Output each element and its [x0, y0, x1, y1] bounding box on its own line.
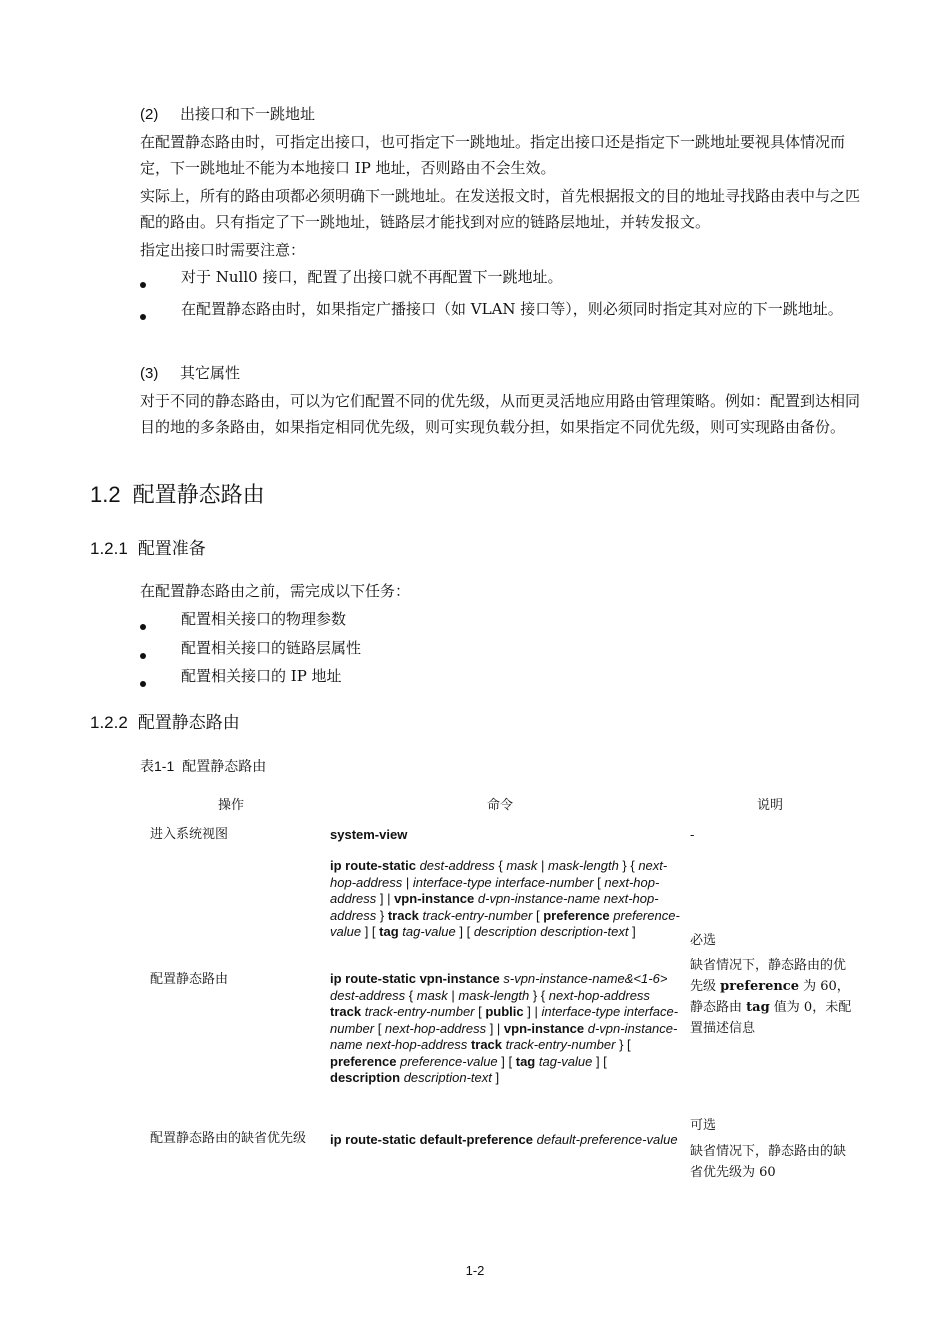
table-caption-number: 表1-1	[140, 758, 175, 774]
subsection-2-heading	[140, 103, 315, 126]
bullet-dot-icon	[140, 282, 146, 288]
parameter: track-entry-number	[422, 907, 533, 923]
parameter: next-hop-address	[548, 987, 650, 1003]
bullet-text: 配置相关接口的 IP 地址	[181, 667, 342, 685]
text-run: ] |	[486, 1020, 504, 1036]
paragraph: 实际上，所有的路由项都必须明确下一跳地址。在发送报文时，首先根据报文的目的地址寻找路由表中与之匹配的路由。只有指定了下一跳地址，链路层才能找到对应的链路层地址，并转发报文。	[140, 187, 861, 231]
table-cell-op: 进入系统视图	[150, 827, 229, 842]
parameter: interface-type interface-number	[412, 874, 594, 890]
paragraph: 在配置静态路由之前，需完成以下任务：	[140, 582, 411, 600]
keyword: ip route-static	[330, 858, 420, 873]
paragraph: 指定出接口时需要注意：	[140, 241, 306, 259]
subsection-3-heading	[140, 362, 240, 385]
text-run: [	[474, 1004, 486, 1019]
text-run: 缺省情况下，静态路由的优先级	[690, 958, 847, 994]
parameter: mask-length	[458, 987, 530, 1003]
bullet-text: 对于 Null0 接口，配置了出接口就不再配置下一跳地址。	[181, 268, 563, 286]
parameter: description-text	[403, 1070, 492, 1085]
keyword: ip route-static vpn-instance	[330, 971, 504, 986]
subsection-number: (2)	[140, 106, 159, 123]
bullet-text: 在配置静态路由时，如果指定广播接口（如 VLAN 接口等），则必须同时指定其对应的下一跳地址。	[181, 300, 843, 318]
text-run: {	[494, 858, 507, 873]
keyword: track	[330, 1004, 362, 1019]
bullet-dot-icon	[140, 653, 146, 659]
subsection-number: 1.2.2	[90, 713, 128, 732]
parameter: next-hop-address	[330, 874, 660, 906]
keyword: tag	[379, 924, 399, 939]
text-run: ]	[628, 924, 636, 939]
section-number: 1.2	[90, 482, 121, 507]
text-run: [	[593, 874, 605, 890]
parameter: mask	[506, 858, 538, 873]
section-heading	[90, 478, 265, 509]
keyword: tag	[515, 1053, 536, 1069]
text-run: [	[532, 907, 544, 923]
table-header-op: 操作	[218, 797, 245, 812]
keyword: tag	[746, 1000, 770, 1015]
keyword: system-view	[330, 827, 408, 842]
text-run: {	[405, 987, 417, 1003]
table-cell-cmd	[330, 971, 680, 1087]
parameter: mask	[416, 987, 448, 1003]
keyword: vpn-instance	[394, 891, 475, 906]
table-cell-desc-head: -	[690, 828, 695, 843]
table-caption	[140, 756, 266, 776]
subsection-heading	[90, 708, 240, 733]
text-run: ] [	[592, 1053, 607, 1069]
text-run: 为 60，静态路由	[690, 979, 850, 1015]
bullet-dot-icon	[140, 624, 146, 630]
page-number: 1-2	[465, 1263, 485, 1278]
parameter: interface-type interface-number	[330, 1004, 679, 1036]
paragraph: 在配置静态路由时，可指定出接口，也可指定下一跳地址。指定出接口还是指定下一跳地址要视具体情况而定，下一跳地址不能为本地接口 IP 地址，否则路由不会生效。	[140, 133, 846, 177]
table-cell-cmd	[330, 858, 680, 941]
keyword: ip route-static default-preference	[330, 1132, 533, 1147]
text-run: ] |	[523, 1004, 542, 1019]
subsection-number: (3)	[140, 365, 159, 382]
bullet-text: 配置相关接口的链路层属性	[181, 639, 362, 657]
text-run: } {	[529, 987, 549, 1003]
text-run: } [	[615, 1037, 631, 1052]
subsection-title: 配置准备	[137, 539, 206, 558]
table-cell-desc-head: 必选	[690, 933, 717, 948]
table-cell-desc-head: 可选	[690, 1118, 717, 1133]
keyword: vpn-instance	[503, 1020, 585, 1036]
table-cell-op: 配置静态路由的缺省优先级	[150, 1131, 307, 1146]
table-header-cmd: 命令	[487, 797, 514, 812]
keyword: preference	[543, 907, 610, 923]
parameter: mask-length	[547, 858, 619, 873]
parameter: track-entry-number	[364, 1004, 475, 1019]
keyword: preference	[720, 979, 799, 994]
parameter: d-vpn-instance-name next-hop-address	[330, 1020, 678, 1052]
keyword: preference	[330, 1053, 397, 1069]
keyword: public	[485, 1004, 524, 1019]
keyword: track	[470, 1037, 503, 1052]
parameter: default-preference-value	[536, 1132, 678, 1147]
subsection-number: 1.2.1	[90, 539, 128, 558]
table-cell-desc-body	[690, 955, 855, 1039]
parameter: next-hop-address	[330, 858, 668, 890]
parameter: preference-value	[400, 1053, 498, 1069]
table-cell-desc-body	[690, 1141, 855, 1183]
parameter: tag-value	[402, 924, 456, 939]
text-run: 缺省情况下，静态路由的缺省优先级为 60	[690, 1144, 847, 1180]
text-run: }	[376, 907, 388, 923]
parameter: next-hop-address	[384, 1020, 487, 1036]
text-run: ] [	[455, 924, 474, 939]
table-cell-op: 配置静态路由	[150, 972, 229, 987]
keyword: track	[387, 907, 419, 923]
subsection-title: 其它属性	[180, 364, 241, 382]
subsection-heading	[90, 534, 206, 559]
text-run: ] [	[361, 924, 380, 939]
text-run: |	[402, 874, 413, 890]
parameter: description description-text	[473, 924, 629, 939]
paragraph: 对于不同的静态路由，可以为它们配置不同的优先级，从而更灵活地应用路由管理策略。例如：配置到达相同目的地的多条路由，如果指定相同优先级，则可实现负载分担，如果指定不同优先级，则可实现路由备份。	[140, 392, 861, 436]
subsection-title: 配置静态路由	[137, 713, 240, 732]
text-run: ] [	[497, 1053, 516, 1069]
text-run: ] |	[376, 891, 395, 906]
text-run: } {	[618, 858, 639, 873]
bullet-dot-icon	[140, 681, 146, 687]
parameter: tag-value	[538, 1053, 593, 1069]
bullet-text: 配置相关接口的物理参数	[181, 610, 347, 628]
keyword: description	[330, 1070, 401, 1085]
parameter: dest-address	[419, 858, 495, 873]
bullet-dot-icon	[140, 314, 146, 320]
table-cell-cmd	[330, 827, 680, 844]
table-caption-title: 配置静态路由	[182, 758, 267, 774]
subsection-title: 出接口和下一跳地址	[180, 105, 316, 123]
text-run: |	[537, 858, 548, 873]
text-run: 值为 0，未配置描述信息	[690, 1000, 852, 1036]
table-header-desc: 说明	[757, 797, 784, 812]
text-run: ]	[491, 1070, 500, 1085]
text-run: [	[374, 1020, 385, 1036]
parameter: preference-value	[330, 907, 680, 939]
parameter: track-entry-number	[505, 1037, 616, 1052]
parameter: d-vpn-instance-name next-hop-address	[330, 891, 659, 923]
table-cell-cmd	[330, 1132, 680, 1149]
text-run: |	[447, 987, 459, 1003]
section-title: 配置静态路由	[132, 482, 265, 507]
parameter: s-vpn-instance-name&<1-6> dest-address	[330, 971, 668, 1003]
